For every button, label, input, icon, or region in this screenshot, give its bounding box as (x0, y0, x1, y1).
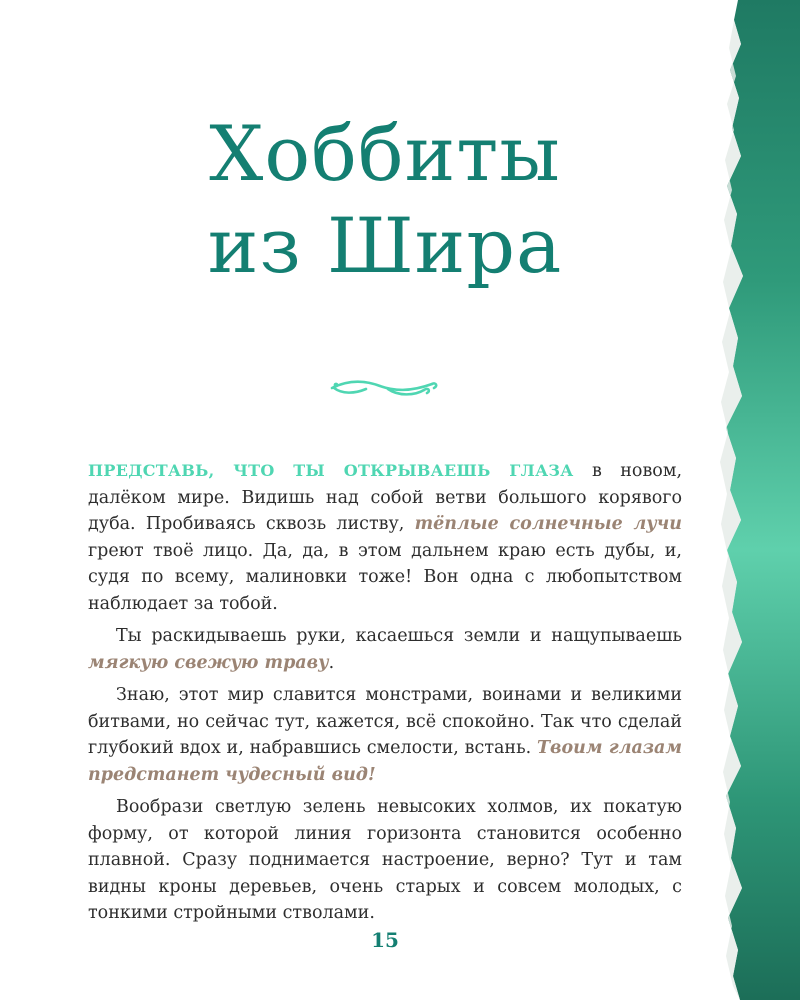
paragraph-1 (88, 458, 682, 617)
flourish-ornament-icon (328, 374, 440, 402)
paragraph-1-text-b: греют твоё лицо. Да, да, в этом дальнем краю есть дубы, и, судя по всему, малиновки тоже! Вон одна с любопытством наблюдает за тобой. (88, 540, 682, 614)
highlight-wonderful-view: Твоим глазам предстанет чудесный вид! (88, 738, 682, 785)
highlight-warm-rays: тёплые солнечные лучи (414, 514, 682, 534)
paragraph-1-text-a: в новом, далёком мире. Видишь над собой ветви большого корявого дуба. Пробиваясь сквозь листву, (88, 461, 683, 534)
paragraph-2-text-a: Ты раскидываешь руки, касаешься земли и нащупываешь (116, 626, 682, 646)
chapter-title (90, 108, 680, 292)
body-text (88, 458, 682, 933)
page-number: 15 (371, 928, 399, 952)
paragraph-4-text: Вообрази светлую зелень невысоких холмов, их покатую форму, от которой линия горизонта становится особенно плавной. Сразу поднимается настроение, верно? Тут и там видны кроны деревьев, очень старых и совсем молодых, с тонкими стройными стволами. (88, 797, 682, 923)
highlight-soft-grass: мягкую свежую траву (88, 652, 329, 673)
paragraph-3-text-a: Знаю, этот мир славится монстрами, воинами и великими битвами, но сейчас тут, кажется, всё спокойно. Так что сделай глубокий вдох и, набравшись смелости, встань. (88, 685, 682, 758)
paragraph-2 (88, 623, 682, 676)
chapter-title-line-2: из Шира (207, 201, 563, 290)
paragraph-2-text-b: . (328, 652, 335, 673)
paragraph-4 (88, 794, 682, 927)
lead-in-text: ПРЕДСТАВЬ, ЧТО ТЫ ОТКРЫВАЕШЬ ГЛАЗА (88, 461, 574, 480)
watercolor-side-strip (708, 0, 800, 1000)
chapter-title-line-1: Хоббиты (209, 109, 561, 198)
paragraph-3 (88, 682, 682, 788)
